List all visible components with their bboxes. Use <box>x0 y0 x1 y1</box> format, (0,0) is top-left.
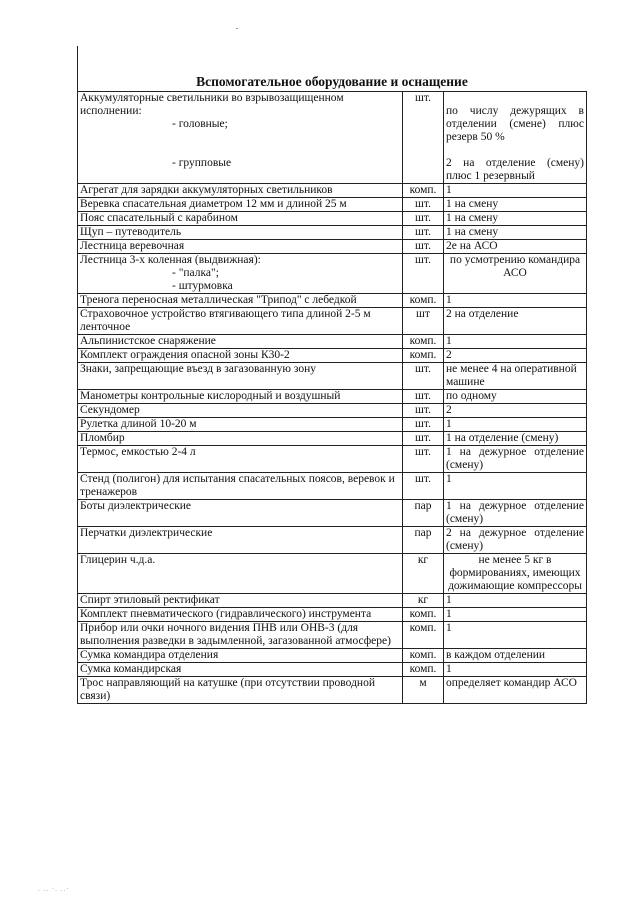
table-row <box>78 608 587 622</box>
item-name: Глицерин ч.д.а. <box>78 554 403 594</box>
qty-cell: 2е на АСО <box>444 240 587 254</box>
qty-cell: 1 на дежурное отделение (смену) <box>444 500 587 527</box>
item-name: Рулетка длиной 10-20 м <box>78 418 403 432</box>
equipment-table <box>77 91 587 704</box>
unit-cell: шт. <box>403 254 444 294</box>
unit-cell: шт. <box>403 226 444 240</box>
unit-cell: шт. <box>403 198 444 212</box>
table-row <box>78 308 587 335</box>
unit-cell: м <box>403 677 444 704</box>
qty-cell: 1 <box>444 594 587 608</box>
table-row <box>78 554 587 594</box>
table-row <box>78 663 587 677</box>
table-row <box>78 254 587 294</box>
item-name: Веревка спасательная диаметром 12 мм и длиной 25 м <box>78 198 403 212</box>
item-name: Альпинистское снаряжение <box>78 335 403 349</box>
unit-cell: шт. <box>403 390 444 404</box>
unit-cell: кг <box>403 594 444 608</box>
unit-cell: комп. <box>403 663 444 677</box>
table-row <box>78 390 587 404</box>
item-name: Спирт этиловый ректификат <box>78 594 403 608</box>
item-name-cell <box>78 92 403 184</box>
table-row <box>78 363 587 390</box>
item-name: Лестница 3-х коленная (выдвижная): <box>80 254 261 266</box>
table-row <box>78 240 587 254</box>
table-row <box>78 294 587 308</box>
table-row <box>78 212 587 226</box>
item-name: Термос, емкостью 2-4 л <box>78 446 403 473</box>
unit-cell: комп. <box>403 294 444 308</box>
table-row <box>78 527 587 554</box>
item-name: Комплект пневматического (гидравлического) инструмента <box>78 608 403 622</box>
qty-cell: 1 <box>444 335 587 349</box>
section-heading: Вспомогательное оборудование и оснащение <box>196 74 468 89</box>
item-name: Пломбир <box>78 432 403 446</box>
item-sub: - "палка"; <box>172 267 219 279</box>
unit-cell: шт. <box>403 473 444 500</box>
item-name: Манометры контрольные кислородный и воздушный <box>78 390 403 404</box>
qty-text: 2 на отделение (смену) плюс 1 резервный <box>446 157 584 182</box>
unit-cell: комп. <box>403 649 444 663</box>
unit-cell: комп. <box>403 608 444 622</box>
unit-cell: кг <box>403 554 444 594</box>
item-name-cell <box>78 254 403 294</box>
item-name: Аккумуляторные светильники во взрывозащищенном исполнении: <box>80 92 344 117</box>
qty-cell: 1 на смену <box>444 212 587 226</box>
unit-cell: комп. <box>403 349 444 363</box>
table-row <box>78 226 587 240</box>
table-row <box>78 677 587 704</box>
qty-cell: определяет командир АСО <box>444 677 587 704</box>
unit-cell: шт. <box>403 404 444 418</box>
unit-cell: комп. <box>403 335 444 349</box>
qty-cell: 2 <box>444 404 587 418</box>
item-name: Тренога переносная металлическая "Трипод" с лебедкой <box>78 294 403 308</box>
qty-cell: по усмотрению командира АСО <box>444 254 587 294</box>
item-name: Сумка командирская <box>78 663 403 677</box>
unit-cell: пар <box>403 500 444 527</box>
table-row <box>78 418 587 432</box>
qty-text: по числу дежурящих в отделении (смене) плюс резерв 50 % <box>446 105 584 143</box>
item-name: Секундомер <box>78 404 403 418</box>
item-name: Лестница веревочная <box>78 240 403 254</box>
item-name: Трос направляющий на катушке (при отсутствии проводной связи) <box>78 677 403 704</box>
qty-cell: 1 <box>444 608 587 622</box>
table-row <box>78 500 587 527</box>
item-name: Агрегат для зарядки аккумуляторных светильников <box>78 184 403 198</box>
item-name: Пояс спасательный с карабином <box>78 212 403 226</box>
qty-cell: 1 на отделение (смену) <box>444 432 587 446</box>
qty-cell: не менее 5 кг в формированиях, имеющих дожимающие компрессоры <box>444 554 587 594</box>
table-row <box>78 184 587 198</box>
qty-cell: 1 <box>444 184 587 198</box>
qty-cell: 1 <box>444 473 587 500</box>
item-name: Сумка командира отделения <box>78 649 403 663</box>
item-name: Знаки, запрещающие въезд в загазованную зону <box>78 363 403 390</box>
qty-cell: 1 на дежурное отделение (смену) <box>444 446 587 473</box>
unit-cell: шт. <box>403 240 444 254</box>
table-row <box>78 198 587 212</box>
item-sub: - групповые <box>172 157 232 169</box>
table-row <box>78 335 587 349</box>
item-sub: - штурмовка <box>172 280 233 292</box>
item-name: Страховочное устройство втягивающего типа длиной 2-5 м ленточное <box>78 308 403 335</box>
qty-cell <box>444 92 587 184</box>
scan-mark: . .. ·. ..· <box>38 885 70 893</box>
table-row <box>78 404 587 418</box>
qty-cell: 2 <box>444 349 587 363</box>
item-name: Стенд (полигон) для испытания спасательных поясов, веревок и тренажеров <box>78 473 403 500</box>
unit-cell: комп. <box>403 184 444 198</box>
qty-cell: 1 на смену <box>444 198 587 212</box>
qty-cell: по одному <box>444 390 587 404</box>
unit-cell: комп. <box>403 622 444 649</box>
qty-cell: в каждом отделении <box>444 649 587 663</box>
item-name: Прибор или очки ночного видения ПНВ или ОНВ-3 (для выполнения разведки в задымленной, загазованной атмосфере) <box>78 622 403 649</box>
unit-cell: шт. <box>403 363 444 390</box>
table-row <box>78 432 587 446</box>
table-row <box>78 446 587 473</box>
item-sub: - головные; <box>172 118 228 130</box>
table-row <box>78 649 587 663</box>
item-name: Комплект ограждения опасной зоны К30-2 <box>78 349 403 363</box>
unit-cell: шт. <box>403 212 444 226</box>
unit-cell: шт. <box>403 446 444 473</box>
table-row <box>78 473 587 500</box>
unit-cell: пар <box>403 527 444 554</box>
qty-cell: 2 на отделение <box>444 308 587 335</box>
qty-cell: 1 <box>444 663 587 677</box>
qty-cell: 2 на дежурное отделение (смену) <box>444 527 587 554</box>
qty-cell: 1 на смену <box>444 226 587 240</box>
unit-cell: шт. <box>403 92 444 184</box>
item-name: Щуп – путеводитель <box>78 226 403 240</box>
unit-cell: шт. <box>403 432 444 446</box>
table-row <box>78 594 587 608</box>
item-name: Перчатки диэлектрические <box>78 527 403 554</box>
unit-cell: шт. <box>403 418 444 432</box>
qty-cell: 1 <box>444 622 587 649</box>
table-row <box>78 622 587 649</box>
table-row <box>78 92 587 184</box>
qty-cell: 1 <box>444 418 587 432</box>
item-name: Боты диэлектрические <box>78 500 403 527</box>
scan-speck <box>236 28 238 29</box>
table-row <box>78 349 587 363</box>
unit-cell: шт <box>403 308 444 335</box>
qty-cell: не менее 4 на оперативной машине <box>444 363 587 390</box>
qty-cell: 1 <box>444 294 587 308</box>
